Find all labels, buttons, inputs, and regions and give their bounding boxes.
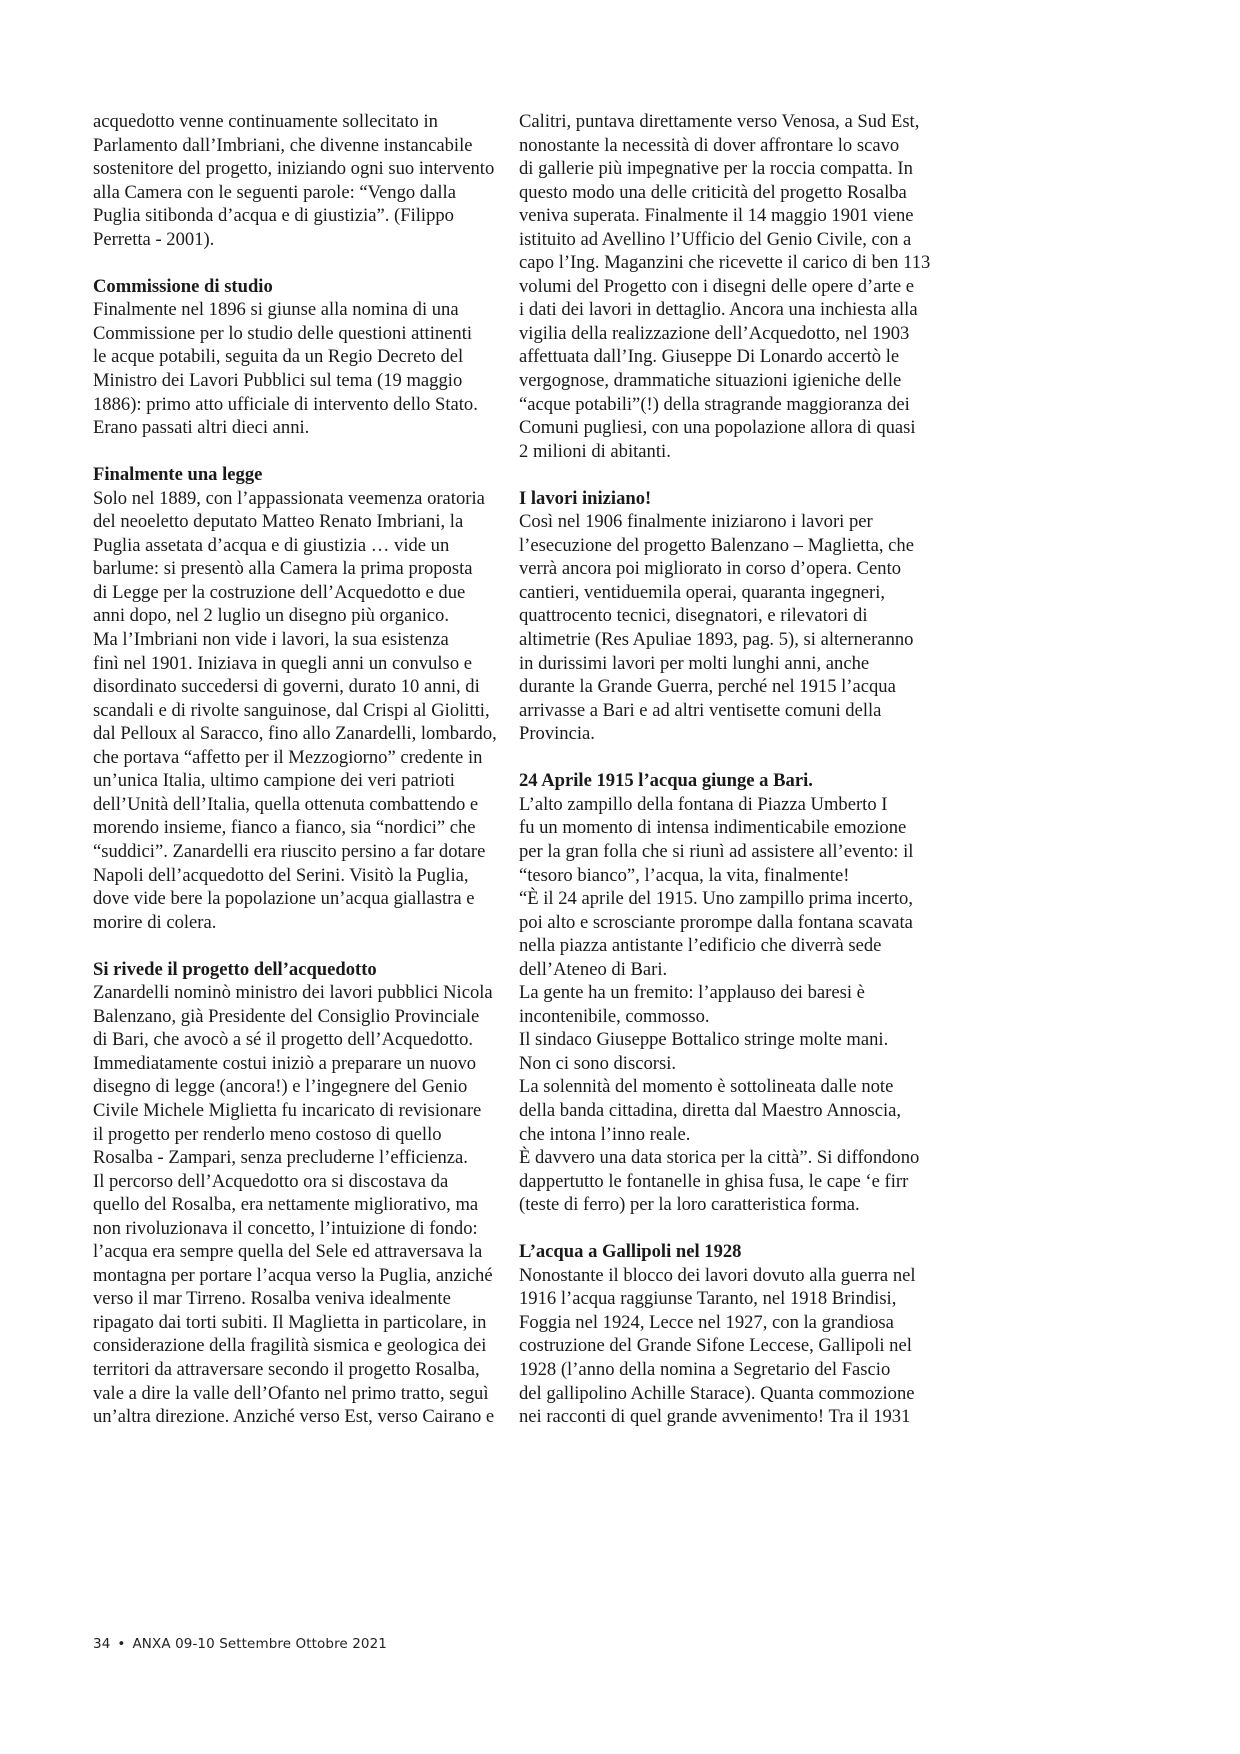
paragraph-spacer: [93, 440, 489, 464]
text-line: ripagato dai torti subiti. Il Maglietta in particolare, in: [93, 1311, 487, 1333]
body-paragraph: [519, 981, 1019, 1028]
text-line: i dati dei lavori in dettaglio. Ancora una inchiesta alla: [519, 299, 918, 321]
text-line: La gente ha un fremito: l’applauso dei baresi è: [519, 982, 865, 1004]
text-line: Immediatamente costui iniziò a preparare un nuovo: [93, 1052, 477, 1074]
text-line: Il percorso dell’Acquedotto ora si discostava da: [93, 1170, 449, 1192]
paragraph-spacer: [519, 463, 1019, 487]
paragraph-spacer: [93, 934, 489, 958]
text-line: Commissione per lo studio delle questioni attinenti: [93, 322, 473, 344]
text-line: morendo insieme, fianco a fianco, sia “nordici” che: [93, 817, 476, 839]
body-paragraph: [519, 110, 1019, 463]
page-number: 34: [93, 1636, 111, 1652]
paragraph-spacer: [519, 1217, 1019, 1241]
text-line: vale a dire la valle dell’Ofanto nel primo tratto, seguì: [93, 1382, 489, 1404]
text-line: un’altra direzione. Anziché verso Est, verso Cairano e: [93, 1406, 495, 1428]
text-line: nonostante la necessità di dover affrontare lo scavo: [519, 134, 900, 156]
text-line: affettuata dall’Ing. Giuseppe Di Lonardo accertò le: [519, 346, 900, 368]
text-line: dal Pelloux al Saracco, fino allo Zanardelli, lombardo,: [93, 723, 497, 745]
text-line: disordinato succedersi di governi, durato 10 anni, di: [93, 676, 480, 698]
text-line: un’unica Italia, ultimo campione dei veri patrioti: [93, 770, 455, 792]
text-line: anni dopo, nel 2 luglio un disegno più organico.: [93, 605, 449, 627]
text-line: Nonostante il blocco dei lavori dovuto alla guerra nel: [519, 1264, 916, 1286]
text-line: barlume: si presentò alla Camera la prima proposta: [93, 558, 473, 580]
section-heading: L’acqua a Gallipoli nel 1928: [519, 1241, 742, 1263]
text-line: di Bari, che avocò a sé il progetto dell’Acquedotto.: [93, 1029, 474, 1051]
text-line: scandali e di rivolte sanguinose, dal Crispi al Giolitti,: [93, 699, 490, 721]
text-line: Parlamento dall’Imbriani, che divenne instancabile: [93, 134, 473, 156]
text-line: istituito ad Avellino l’Ufficio del Genio Civile, con a: [519, 228, 912, 250]
section-heading: 24 Aprile 1915 l’acqua giunge a Bari.: [519, 770, 813, 792]
text-line: 1916 l’acqua raggiunse Taranto, nel 1918 Brindisi,: [519, 1288, 897, 1310]
text-line: Balenzano, già Presidente del Consiglio Provinciale: [93, 1005, 480, 1027]
body-paragraph: [519, 793, 1019, 887]
text-line: dell’Unità dell’Italia, quella ottenuta combattendo e: [93, 793, 479, 815]
text-line: La solennità del momento è sottolineata dalle note: [519, 1076, 894, 1098]
text-line: Non ci sono discorsi.: [519, 1052, 677, 1074]
text-line: Finalmente nel 1896 si giunse alla nomina di una: [93, 299, 459, 321]
body-paragraph: [519, 1146, 1019, 1217]
page-footer: [93, 1636, 387, 1652]
text-line: verso il mar Tirreno. Rosalba veniva idealmente: [93, 1288, 451, 1310]
text-line: Civile Michele Miglietta fu incaricato di revisionare: [93, 1099, 482, 1121]
text-line: quello del Rosalba, era nettamente migliorativo, ma: [93, 1194, 479, 1216]
text-line: non rivoluzionava il concetto, l’intuizione di fondo:: [93, 1217, 478, 1239]
body-paragraph: [93, 298, 489, 439]
text-line: Così nel 1906 finalmente iniziarono i lavori per: [519, 511, 873, 533]
text-line: il progetto per renderlo meno costoso di quello: [93, 1123, 442, 1145]
text-line: fu un momento di intensa indimenticabile emozione: [519, 817, 907, 839]
text-line: l’acqua era sempre quella del Sele ed attraversava la: [93, 1241, 483, 1263]
text-line: cantieri, ventiduemila operai, quaranta ingegneri,: [519, 581, 886, 603]
text-line: del neoeletto deputato Matteo Renato Imbriani, la: [93, 511, 464, 533]
body-paragraph: [93, 110, 495, 251]
text-line: Zanardelli nominò ministro dei lavori pubblici Nicola: [93, 982, 493, 1004]
text-line: di gallerie più impegnative per la roccia compatta. In: [519, 158, 913, 180]
text-line: sostenitore del progetto, iniziando ogni suo intervento: [93, 158, 495, 180]
text-line: territori da attraversare secondo il progetto Rosalba,: [93, 1358, 480, 1380]
text-line: costruzione del Grande Sifone Leccese, Gallipoli nel: [519, 1335, 912, 1357]
section-heading: Si rivede il progetto dell’acquedotto: [93, 958, 377, 980]
text-line: volumi del Progetto con i disegni delle opere d’arte e: [519, 275, 914, 297]
text-line: montagna per portare l’acqua verso la Puglia, anziché: [93, 1264, 493, 1286]
text-line: di Legge per la costruzione dell’Acquedotto e due: [93, 581, 466, 603]
text-line: finì nel 1901. Iniziava in quegli anni un convulso e: [93, 652, 473, 674]
text-line: Calitri, puntava direttamente verso Venosa, a Sud Est,: [519, 111, 920, 132]
text-line: Perretta - 2001).: [93, 228, 215, 250]
body-paragraph: [519, 510, 1019, 745]
text-line: incontenibile, commosso.: [519, 1005, 710, 1027]
section-heading: Finalmente una legge: [93, 464, 263, 486]
text-line: dappertutto le fontanelle in ghisa fusa, le cape ‘e firr: [519, 1170, 909, 1192]
text-line: Ministro dei Lavori Pubblici sul tema (19 maggio: [93, 370, 463, 392]
text-line: dove vide bere la popolazione un’acqua giallastra e: [93, 888, 475, 910]
text-line: nei racconti di quel grande avvenimento! Tra il 1931: [519, 1406, 911, 1428]
text-line: altimetrie (Res Apuliae 1893, pag. 5), si alterneranno: [519, 629, 914, 651]
text-line: Ma l’Imbriani non vide i lavori, la sua esistenza: [93, 629, 449, 651]
paragraph-spacer: [93, 251, 489, 275]
text-line: “È il 24 aprile del 1915. Uno zampillo prima incerto,: [519, 888, 913, 910]
text-line: le acque potabili, seguita da un Regio Decreto del: [93, 346, 464, 368]
text-line: verrà ancora poi migliorato in corso d’opera. Cento: [519, 558, 902, 580]
section-heading: Commissione di studio: [93, 275, 273, 297]
text-line: (teste di ferro) per la loro caratteristica forma.: [519, 1194, 860, 1216]
body-paragraph: [519, 1075, 1019, 1146]
text-line: Comuni pugliesi, con una popolazione allora di quasi: [519, 417, 916, 439]
text-line: della banda cittadina, diretta dal Maestro Annoscia,: [519, 1099, 902, 1121]
text-line: nella piazza antistante l’edificio che diverrà sede: [519, 935, 882, 957]
text-line: dell’Ateneo di Bari.: [519, 958, 668, 980]
text-line: 1886): primo atto ufficiale di intervento dello Stato.: [93, 393, 478, 415]
bullet-separator: •: [117, 1636, 126, 1652]
text-line: “tesoro bianco”, l’acqua, la vita, finalmente!: [519, 864, 850, 886]
text-line: Provincia.: [519, 723, 595, 745]
text-line: che intona l’inno reale.: [519, 1123, 691, 1145]
text-line: acquedotto venne continuamente sollecitato in: [93, 111, 438, 132]
text-line: poi alto e scrosciante prorompe dalla fontana scavata: [519, 911, 913, 933]
text-line: disegno di legge (ancora!) e l’ingegnere del Genio: [93, 1076, 468, 1098]
text-line: Napoli dell’acquedotto del Serini. Visitò la Puglia,: [93, 864, 469, 886]
text-line: durante la Grande Guerra, perché nel 1915 l’acqua: [519, 676, 896, 698]
text-line: Puglia assetata d’acqua e di giustizia … vide un: [93, 534, 450, 556]
text-line: questo modo una delle criticità del progetto Rosalba: [519, 181, 907, 203]
text-line: “suddici”. Zanardelli era riuscito persino a far dotare: [93, 840, 486, 862]
text-line: vigilia della realizzazione dell’Acquedotto, nel 1903: [519, 322, 910, 344]
text-line: 1928 (l’anno della nomina a Segretario del Fascio: [519, 1358, 891, 1380]
text-line: per la gran folla che si riunì ad assistere all’evento: il: [519, 840, 914, 862]
text-line: l’esecuzione del progetto Balenzano – Maglietta, che: [519, 534, 914, 556]
publication-issue: ANXA 09-10 Settembre Ottobre 2021: [132, 1636, 387, 1652]
right-column: [519, 110, 1019, 1429]
text-line: Il sindaco Giuseppe Bottalico stringe molte mani.: [519, 1029, 889, 1051]
text-line: L’alto zampillo della fontana di Piazza Umberto I: [519, 793, 888, 815]
text-line: alla Camera con le seguenti parole: “Vengo dalla: [93, 181, 456, 203]
text-line: Foggia nel 1924, Lecce nel 1927, con la grandiosa: [519, 1311, 894, 1333]
text-line: considerazione della fragilità sismica e geologica dei: [93, 1335, 487, 1357]
left-column: [93, 110, 497, 1429]
text-line: Solo nel 1889, con l’appassionata veemenza oratoria: [93, 487, 485, 509]
text-line: morire di colera.: [93, 911, 217, 933]
text-line: quattrocento tecnici, disegnatori, e rilevatori di: [519, 605, 868, 627]
text-line: 2 milioni di abitanti.: [519, 440, 671, 462]
text-line: che portava “affetto per il Mezzogiorno” credente in: [93, 746, 483, 768]
body-paragraph: [519, 887, 1019, 981]
section-heading: I lavori iniziano!: [519, 487, 652, 509]
body-paragraph: [93, 981, 495, 1428]
body-paragraph: [519, 1028, 1019, 1075]
body-paragraph: [93, 487, 497, 934]
text-line: capo l’Ing. Maganzini che ricevette il carico di ben 113: [519, 252, 931, 274]
body-paragraph: [519, 1264, 1019, 1429]
text-line: del gallipolino Achille Starace). Quanta commozione: [519, 1382, 915, 1404]
text-line: È davvero una data storica per la città”. Si diffondono: [519, 1147, 920, 1169]
text-line: vergognose, drammatiche situazioni igieniche delle: [519, 370, 902, 392]
text-line: in durissimi lavori per molti lunghi anni, anche: [519, 652, 870, 674]
paragraph-spacer: [519, 746, 1019, 770]
text-line: arrivasse a Bari e ad altri ventisette comuni della: [519, 699, 882, 721]
text-line: veniva superata. Finalmente il 14 maggio 1901 viene: [519, 205, 914, 227]
text-line: Puglia sitibonda d’acqua e di giustizia”. (Filippo: [93, 205, 454, 227]
text-line: “acque potabili”(!) della stragrande maggioranza dei: [519, 393, 910, 415]
text-line: Erano passati altri dieci anni.: [93, 417, 310, 439]
text-line: Rosalba - Zampari, senza precluderne l’efficienza.: [93, 1147, 468, 1169]
